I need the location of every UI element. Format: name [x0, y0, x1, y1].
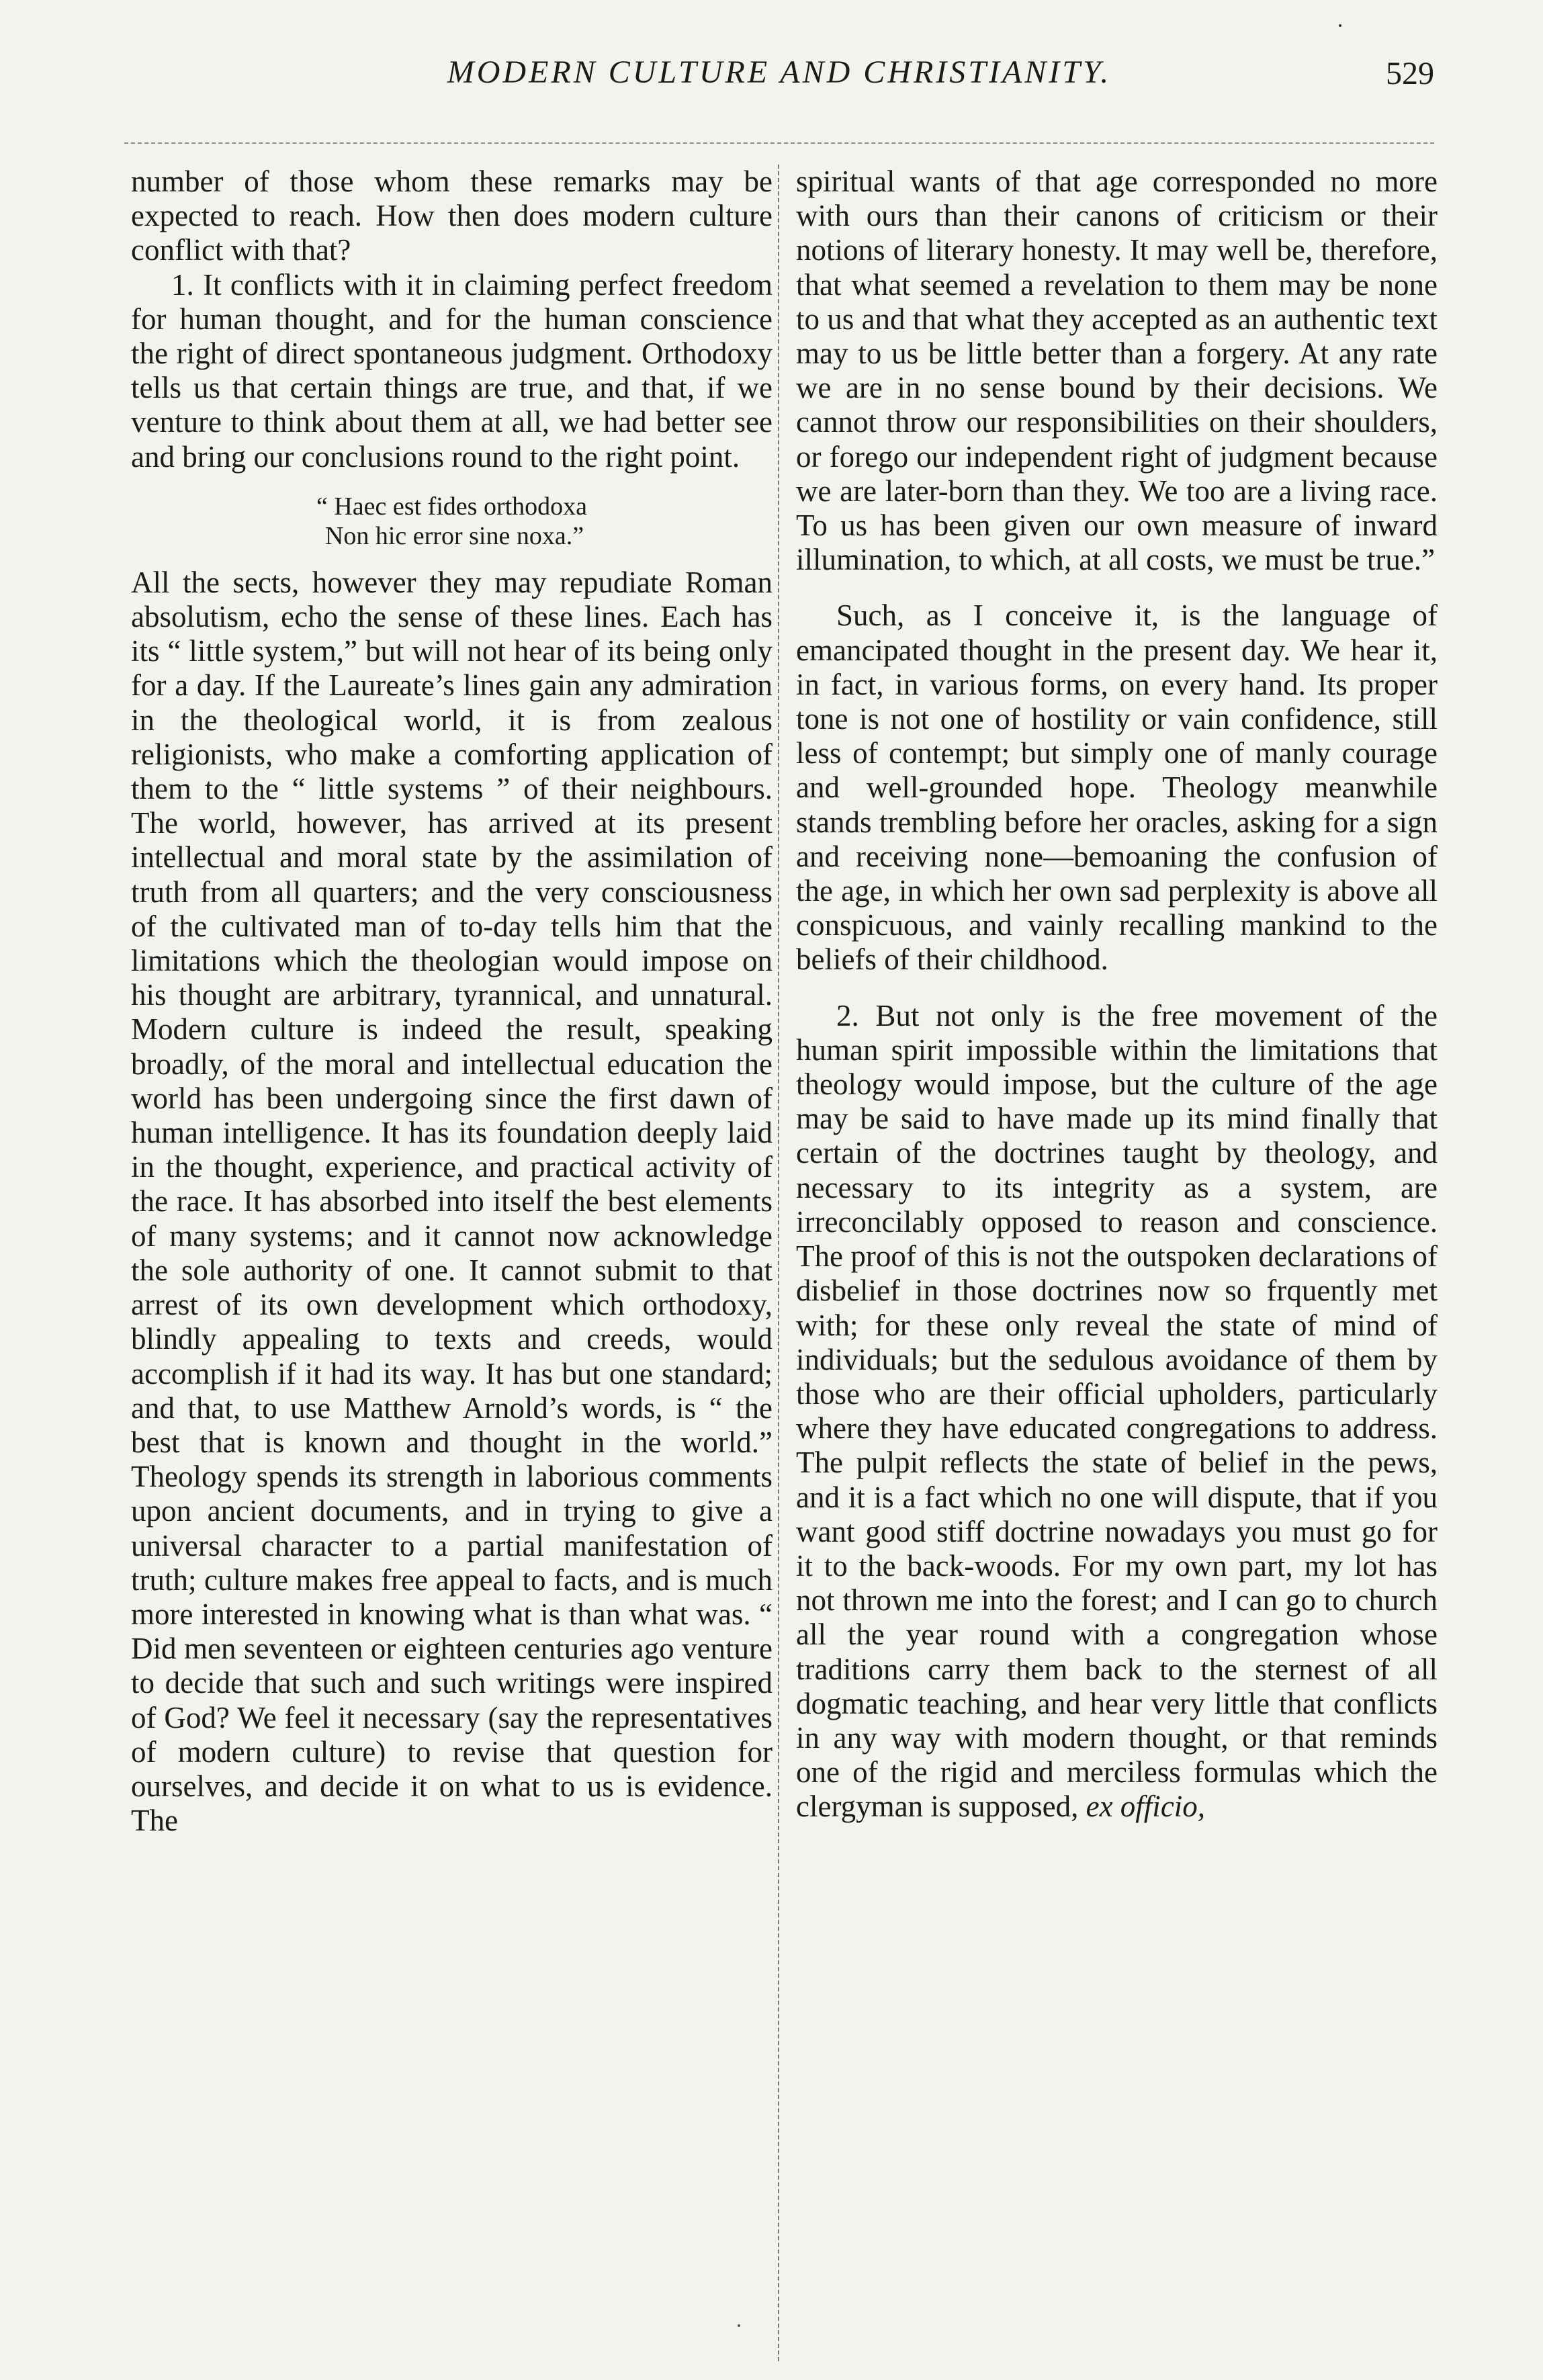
verse-line: “ Haec est fides orthodoxa [316, 492, 588, 521]
running-title: MODERN CULTURE AND CHRISTIANITY. [447, 54, 1112, 90]
column-divider [778, 165, 779, 2361]
page-number: 529 [1386, 56, 1434, 91]
paragraph-continued: number of those whom these remarks may be expected to reach. How then does modern culture conflict with that? [131, 165, 773, 267]
paragraph-sects: All the sects, however they may repudiate Roman absolutism, echo the sense of these lines. Each has its “ little system,” but will not hear of its being only for a day. If the Laureate’s lines gain any admiration in the theological world, it is from zealous religionists, who make a comforting application of them to the “ little systems ” of their neighbours. The world, however, has arrived at its present intellectual and moral state by the assimilation of truth from all quarters; and the very consciousness of the cultivated man of to-day tells him that the limitations which the theologian would impose on his thought are arbitrary, tyrannical, and unnatural. Modern culture is indeed the result, speaking broadly, of the moral and intellectual education the world has been undergoing since the first dawn of human intelligence. It has its foundation deeply laid in the thought, experience, and practical activity of the race. It has absorbed into itself the best elements of many systems; and it cannot now acknowledge the sole authority of one. It cannot submit to that arrest of its own development which orthodoxy, blindly appealing to texts and creeds, would accomplish if it had its way. It has but one standard; and that, to use Matthew Arnold’s words, is “ the best that is known and thought in the world.” Theology spends its strength in laborious comments upon ancient documents, and in trying to give a universal character to a partial manifestation of truth; culture makes free appeal to facts, and is much more interested in knowing what is than what was. “ Did men seventeen or eighteen centuries ago venture to decide that such and such writings were inspired of God? We feel it necessary (say the representatives of modern culture) to revise that question for ourselves, and decide it on what to us is evidence. The [131, 565, 773, 1838]
latin-phrase: ex officio, [1086, 1790, 1206, 1824]
paragraph-quote-end: spiritual wants of that age corresponded no more with ours than their canons of criticism or their notions of literary honesty. It may well be, therefore, that what seemed a revelation to them may be none to us and that what they accepted as an authentic text may to us be little better than a forgery. At any rate we are in no sense bound by their decisions. We cannot throw our responsibilities on their shoulders, or forego our independent right of judgment because we are later-born than they. We too are a living race. To us has been given our own measure of inward illumination, to which, at all costs, we must be true.” [796, 165, 1438, 577]
ink-speck [1339, 24, 1341, 27]
left-column [131, 165, 773, 1838]
header-rule [124, 142, 1434, 144]
ink-speck [738, 2324, 740, 2327]
paragraph-point-two [796, 999, 1438, 1824]
latin-verse-quote [131, 492, 773, 551]
paragraph-emancipated-thought: Such, as I conceive it, is the language of emancipated thought in the present day. We hear it, in fact, in various forms, on every hand. Its proper tone is not one of hostility or vain confidence, still less of contempt; but simply one of manly courage and well-grounded hope. Theology meanwhile stands trembling before her oracles, asking for a sign and receiving none—bemoaning the confusion of the age, in which her own sad perplexity is above all conspicuous, and vainly recalling mankind to the beliefs of their childhood. [796, 599, 1438, 977]
paragraph-point-one: 1. It conflicts with it in claiming perfect freedom for human thought, and for the human conscience the right of direct spontaneous judgment. Orthodoxy tells us that certain things are true, and that, if we venture to think about them at all, we had better see and bring our conclusions round to the right point. [131, 267, 773, 474]
running-head [124, 54, 1434, 114]
verse-line: Non hic error sine noxa.” [324, 521, 584, 550]
right-column [796, 165, 1438, 1824]
paragraph-text: 2. But not only is the free movement of the human spirit impossible within the limitations that theology would impose, but the culture of the age may be said to have made up its mind finally that certain of the doctrines taught by theology, and necessary to its integrity as a system, are irreconcilably opposed to reason and conscience. The proof of this is not the outspoken declarations of disbelief in those doctrines now so frquently met with; for these only reveal the state of mind of individuals; but the sedulous avoidance of them by those who are their official upholders, particularly where they have educated congregations to address. The pulpit reflects the state of belief in the pews, and it is a fact which no one will dispute, that if you want good stiff doctrine nowadays you must go for it to the back-woods. For my own part, my lot has not thrown me into the forest; and I can go to church all the year round with a congregation whose traditions carry them back to the sternest of all dogmatic teaching, and hear very little that conflicts in any way with modern thought, or that reminds one of the rigid and merciless formulas which the clergyman is supposed, [796, 998, 1438, 1824]
